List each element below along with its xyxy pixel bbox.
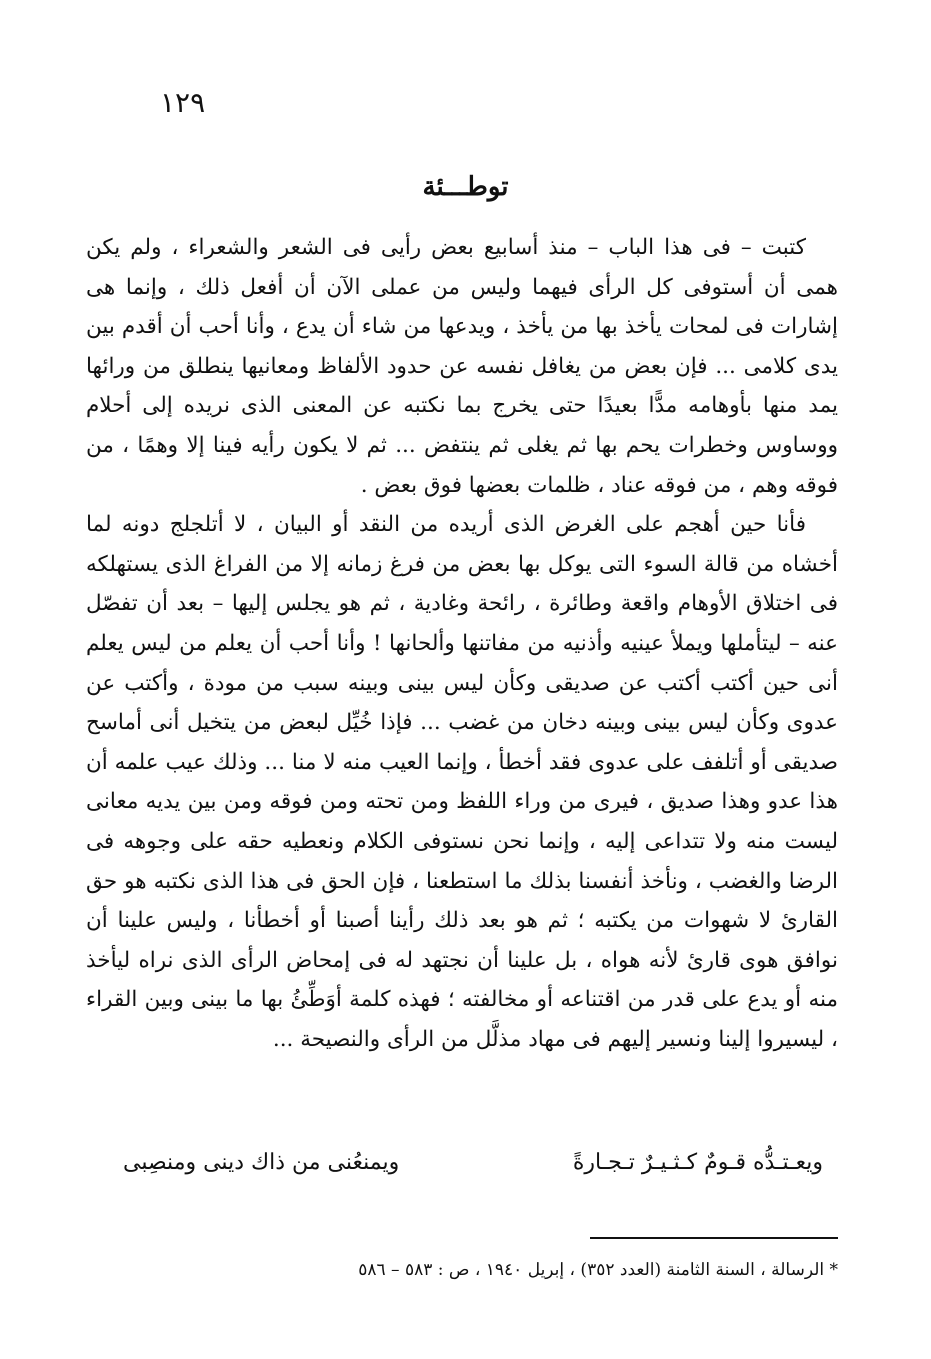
- footnote-divider: [590, 1237, 838, 1239]
- footnote: * الرسالة ، السنة الثامنة (العدد ٣٥٢) ، إبريل ١٩٤٠ ، ص : ٥٨٣ – ٥٨٦: [358, 1260, 838, 1280]
- page-number: ١٢٩: [160, 86, 206, 119]
- verse-second-hemistich: ويمنعُنى من ذاك دينى ومنصِبى: [123, 1150, 400, 1175]
- paragraph-1: كتبت – فى هذا الباب – منذ أسابيع بعض رأيى فى الشعر والشعراء ، ولم يكن همى أن أستوفى كل الرأى فيهما وليس من عملى الآن أن أفعل ذلك ، وإنما هى إشارات فى لمحات يأخذ بها من يأخذ ، ويدعها من شاء أن يدع ، وأنا أحب أن أقدم بين يدى كلامى ... فإن بعض من يغافل نفسه عن حدود الألفاظ ومعانيها ينطلق من ورائها يمد منها بأوهامه مدًّا بعيدًا حتى يخرج بما نكتبه عن المعنى الذى نريده إلى أحلام ووساوس وخطرات يحم بها ثم يغلى ثم ينتفض ... ثم لا يكون رأيه فينا إلا وهمًا ، من فوقه وهم ، من فوقه عناد ، ظلمات بعضها فوق بعض .: [86, 235, 838, 498]
- poetry-verse: [123, 1150, 823, 1175]
- verse-first-hemistich: ويعـتـدُّه قـومٌ كـثـيـرٌ تـجـارةً: [572, 1150, 823, 1175]
- article-title: توطـــئة: [422, 172, 509, 202]
- article-body: [86, 228, 838, 1059]
- paragraph-2: فأنا حين أهجم على الغرض الذى أريده من النقد أو البيان ، لا أتلجلج دونه لما أخشاه من قالة السوء التى يوكل بها بعض من فرغ زمانه إلا من الفراغ الذى يستهلكه فى اختلاق الأوهام واقعة وطائرة ، رائحة وغادية ، ثم هو يجلس إليها – بعد أن تفصّل عنه – ليتأملها ويملأ عينيه وأذنيه من مفاتنها وألحانها ! وأنا أحب أن يعلم من ليس يعلم أنى حين أكتب أكتب عن صديقى وكأن ليس بينى وبينه سبب من مودة ، وأكتب عن عدوى وكأن ليس بينى وبينه دخان من غضب ... فإذا خُيِّل لبعض من يتخيل أنى أماسح صديقى أو أتلفف على عدوى فقد أخطأ ، وإنما العيب منه لا منا ... وذلك عيب علمه أن هذا عدو وهذا صديق ، فيرى من وراء اللفظ ومن تحته ومن فوقه ومن بين يديه معانى ليست منه ولا تتداعى إليه ، وإنما نحن نستوفى الكلام ونعطيه حقه على وجوهه فى الرضا والغضب ، ونأخذ أنفسنا بذلك ما استطعنا ، فإن الحق فى هذا الذى نكتبه هو حق القارئ لا شهوات من يكتبه ؛ ثم هو بعد ذلك رأينا أصبنا أو أخطأنا ، وليس علينا أن نوافق هوى قارئ لأنه هواه ، بل علينا أن نجتهد له فى إمحاض الرأى الذى نراه ليأخذ منه أو يدع على قدر من اقتناعه أو مخالفته ؛ فهذه كلمة أوَطِّئُ بها ما بينى وبين القراء ، ليسيروا إلينا ونسير إليهم فى مهاد مذلَّل من الرأى والنصيحة ...: [86, 512, 838, 1052]
